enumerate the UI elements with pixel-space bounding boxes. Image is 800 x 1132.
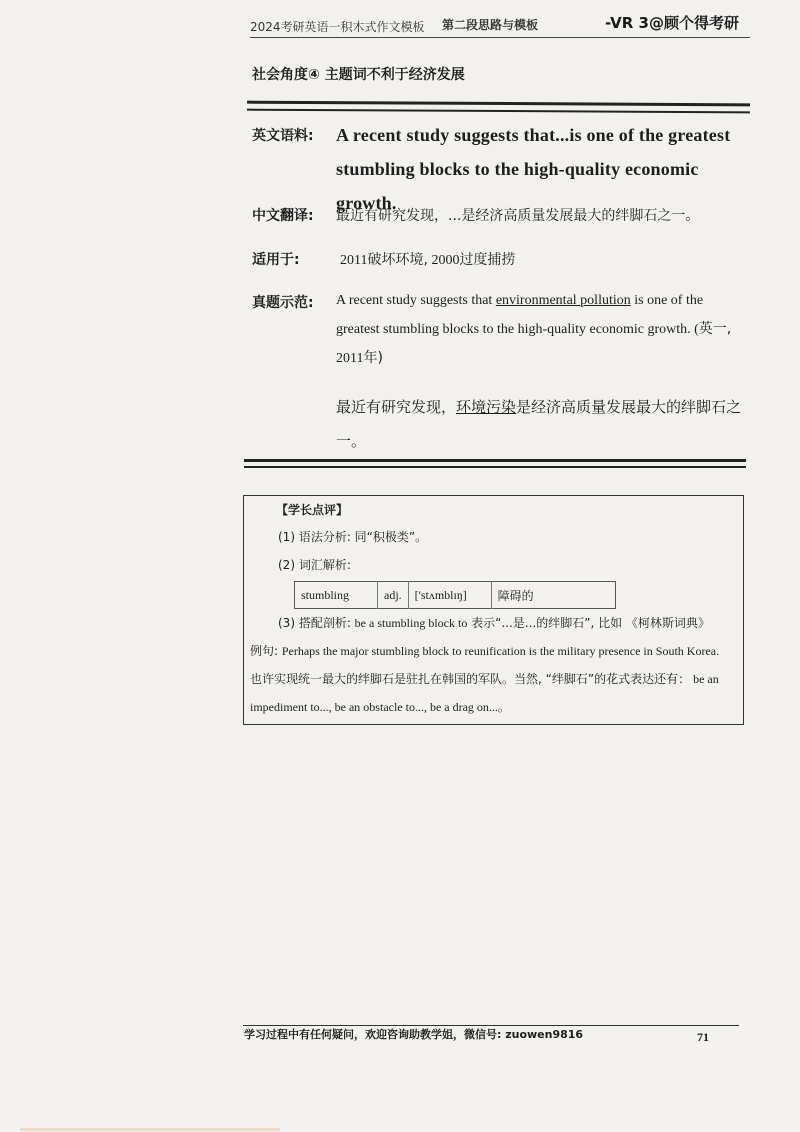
page-number: 71 <box>697 1030 709 1044</box>
table-row <box>295 582 616 609</box>
footer-contact: 学习过程中有任何疑问，欢迎咨询助教学姐，微信号: zuowen9816 <box>244 1028 584 1041</box>
example-source-year: 2011 <box>336 351 364 366</box>
example-source-end: 年) <box>363 350 383 366</box>
running-header <box>250 12 750 36</box>
label-applies-to: 适用于: <box>252 252 300 268</box>
label-example: 真题示范: <box>252 295 314 311</box>
vocab-word: stumbling <box>301 587 350 602</box>
applies-year-2: 2000 <box>431 253 460 268</box>
applies-topic-1: 破坏环境, <box>367 252 428 268</box>
example-sentence-cn: 也许实现统一最大的绊脚石是驻扎在韩国的军队。当然, “绊脚石”的花式表达还有： <box>250 672 691 686</box>
vocab-table <box>294 581 616 609</box>
double-rule-top <box>247 101 750 114</box>
example-sentence-label: 例句: <box>250 644 282 658</box>
label-cn-translation: 中文翻译: <box>252 208 314 224</box>
collocation-label: (3) 搭配剖析: <box>278 616 355 630</box>
alt-expression-start: be an <box>690 672 719 686</box>
header-chapter: 第二段思路与模板 <box>442 18 539 32</box>
commentary-example-cn <box>250 670 719 687</box>
example-sentence: Perhaps the major stumbling block to reunification is the military presence in South Korea. <box>281 644 720 658</box>
commentary-alternatives: impediment to..., be an obstacle to..., be a drag on...。 <box>250 700 510 714</box>
commentary-collocation <box>278 614 710 631</box>
header-book-title: 2024考研英语一积木式作文模板 <box>250 20 425 34</box>
commentary-title: 【学长点评】 <box>276 503 349 517</box>
example-en-keyword: environmental pollution <box>495 293 631 308</box>
section-title: 社会角度④ 主题词不利于经济发展 <box>252 67 465 83</box>
example-en-text: A recent study suggests that <box>336 293 496 308</box>
example-en-text-2: is one of the greatest stumbling blocks to the high-quality economic growth. ( <box>336 293 704 337</box>
collocation-explain: 表示“...是...的绊脚石”, 比如 《柯林斯词典》 <box>467 616 710 630</box>
vocab-meaning: 障碍的 <box>491 582 615 609</box>
applies-topic-2: 过度捕捞 <box>459 252 516 268</box>
en-phrase-line-2: stumbling blocks to the high-quality economic growth. <box>336 159 699 213</box>
commentary-grammar: (1) 语法分析: 同“积极类”。 <box>278 530 428 544</box>
applies-to <box>340 249 515 269</box>
scan-smudge <box>20 1128 280 1131</box>
vocab-phonetic: ['stʌmblɪŋ] <box>408 582 491 609</box>
example-cn-text-2: 是经济高质量发展最大的绊脚石之一。 <box>336 398 742 450</box>
applies-year-1: 2011 <box>340 253 368 268</box>
header-divider <box>250 37 750 38</box>
commentary-box <box>243 495 744 725</box>
commentary-example-en <box>250 642 719 659</box>
cn-translation: 最近有研究发现，...是经济高质量发展最大的绊脚石之一。 <box>336 208 700 224</box>
vocab-pos: adj. <box>378 582 409 609</box>
example-cn-keyword: 环境污染 <box>456 398 517 416</box>
commentary-vocab-heading: (2) 词汇解析: <box>278 558 351 572</box>
double-rule-bottom <box>244 459 746 468</box>
example-source-exam: 英一, <box>698 321 732 337</box>
header-brand: -VR 3@顾个得考研 <box>605 14 739 32</box>
label-en-phrase: 英文语料: <box>252 128 314 144</box>
collocation-phrase: be a stumbling block to <box>354 616 468 630</box>
example-en <box>336 286 746 373</box>
en-phrase-line-1: A recent study suggests that...is one of the greatest <box>336 125 731 145</box>
example-cn <box>336 390 746 458</box>
example-cn-text: 最近有研究发现， <box>336 398 457 416</box>
